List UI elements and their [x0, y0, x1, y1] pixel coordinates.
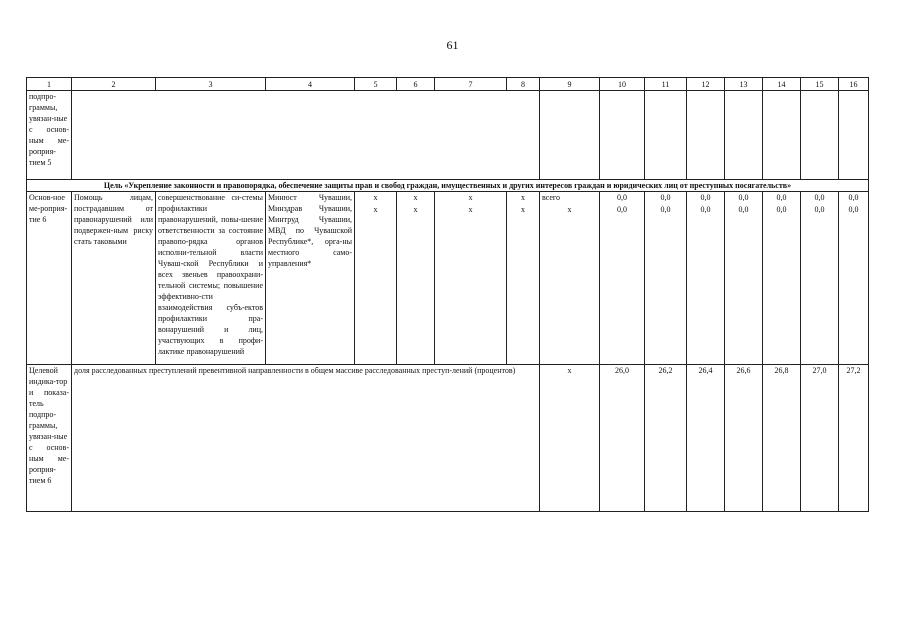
indicator-value: 27,0	[801, 365, 839, 512]
continued-indicator-row	[27, 91, 869, 180]
funding-source: x	[567, 205, 572, 214]
column-number: 4	[266, 78, 355, 91]
year-value: 0,0	[814, 193, 825, 202]
year-value: 0,0	[617, 205, 627, 214]
year-value: 0,0	[617, 193, 627, 202]
column-number: 9	[540, 78, 600, 91]
empty-cell	[725, 91, 763, 180]
empty-cell	[72, 91, 540, 180]
indicator-label-cell: подпро-граммы, увязан-ные с основ-ным ме-роприя-тием 5	[27, 91, 72, 180]
column-number: 15	[801, 78, 839, 91]
activity-name-cell: Помощь лицам, пострадавшим от правонарушений или подвержен-ным риску стать таковыми	[72, 192, 156, 365]
year-value-cell	[600, 192, 645, 365]
code-value: x	[373, 205, 378, 214]
indicator-label-cell: Целевой индика-тор и показа-тель подпро-граммы, увязан-ные с основ-ным ме-роприя-тием 6	[27, 365, 72, 512]
year-value: 0,0	[848, 193, 859, 202]
column-number: 16	[839, 78, 869, 91]
column-number: 8	[507, 78, 540, 91]
code-value: x	[373, 193, 378, 202]
empty-cell	[645, 91, 687, 180]
funding-source: всего	[542, 193, 561, 202]
year-value-cell	[839, 192, 869, 365]
column-number: 7	[435, 78, 507, 91]
column-number: 5	[355, 78, 397, 91]
code-cell	[435, 192, 507, 365]
indicator-value: 26,6	[725, 365, 763, 512]
year-value: 0,0	[848, 205, 859, 214]
funding-source-cell	[540, 192, 600, 365]
page-number: 61	[446, 38, 459, 52]
code-value: x	[468, 205, 473, 214]
target-indicator-row	[27, 365, 869, 512]
indicator-value: 26,4	[687, 365, 725, 512]
empty-cell	[540, 91, 600, 180]
empty-cell	[687, 91, 725, 180]
main-activity-row	[27, 192, 869, 365]
code-value: x	[521, 205, 525, 214]
activity-description-cell: совершенствование си-стемы профилактики правонарушений, повы-шение ответственности за состояние правопо-рядка органов исполни-тельной власти Чуваш-ской Республики и всех звеньев правоохрани-тельной системы; повышение эффективно-сти взаимодействия субъ-ектов профилактики пра-вонарушений и лиц, участвующих в профи-лактике правонарушений	[156, 192, 266, 365]
year-value-cell	[801, 192, 839, 365]
column-number: 14	[763, 78, 801, 91]
funding-source-cell: x	[540, 365, 600, 512]
program-table	[26, 77, 869, 512]
year-value-cell	[645, 192, 687, 365]
empty-cell	[839, 91, 869, 180]
year-value: 0,0	[776, 205, 787, 214]
indicator-value: 27,2	[839, 365, 869, 512]
indicator-value: 26,2	[645, 365, 687, 512]
column-number: 11	[645, 78, 687, 91]
code-value: x	[521, 193, 525, 202]
code-cell	[355, 192, 397, 365]
indicator-description-cell: доля расследованных преступлений превентивной направленности в общем массиве расследованных преступ-лений (процентов)	[72, 365, 540, 512]
year-value: 0,0	[776, 193, 787, 202]
code-value: x	[413, 205, 418, 214]
empty-cell	[801, 91, 839, 180]
column-number-row	[27, 78, 869, 91]
code-cell	[397, 192, 435, 365]
year-value-cell	[687, 192, 725, 365]
empty-cell	[600, 91, 645, 180]
year-value-cell	[763, 192, 801, 365]
year-value: 0,0	[660, 205, 671, 214]
responsible-executors-cell: Минюст Чувашии, Минздрав Чувашии, Минтруд Чувашии, МВД по Чувашской Республике*, орга-ны местного само-управления*	[266, 192, 355, 365]
goal-row	[27, 180, 869, 192]
column-number: 2	[72, 78, 156, 91]
column-number: 13	[725, 78, 763, 91]
year-value: 0,0	[700, 193, 711, 202]
goal-heading: Цель «Укрепление законности и правопорядка, обеспечение защиты прав и свобод граждан, имущественных и других интересов граждан и юридических лиц от преступных посягательств»	[27, 180, 869, 192]
year-value: 0,0	[814, 205, 825, 214]
column-number: 12	[687, 78, 725, 91]
column-number: 3	[156, 78, 266, 91]
activity-number-cell: Основ-ное ме-роприя-тие 6	[27, 192, 72, 365]
year-value: 0,0	[700, 205, 711, 214]
year-value: 0,0	[738, 193, 749, 202]
empty-cell	[763, 91, 801, 180]
year-value: 0,0	[660, 193, 671, 202]
indicator-value: 26,0	[600, 365, 645, 512]
code-cell	[507, 192, 540, 365]
column-number: 1	[27, 78, 72, 91]
column-number: 6	[397, 78, 435, 91]
code-value: x	[468, 193, 473, 202]
year-value-cell	[725, 192, 763, 365]
code-value: x	[413, 193, 418, 202]
column-number: 10	[600, 78, 645, 91]
year-value: 0,0	[738, 205, 749, 214]
indicator-value: 26,8	[763, 365, 801, 512]
